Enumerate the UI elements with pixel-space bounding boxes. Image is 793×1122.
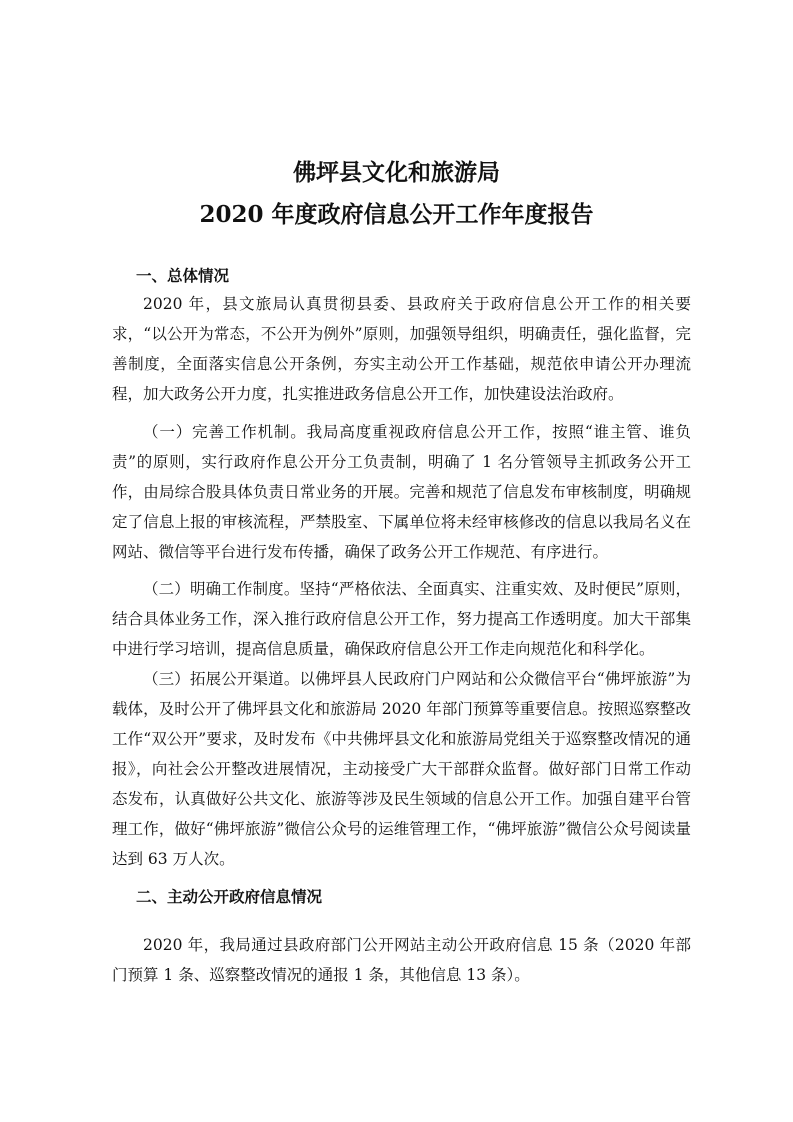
document-title: 佛坪县文化和旅游局 — [293, 159, 500, 186]
paragraph-active-disclosure: 2020 年，我局通过县政府部门公开网站主动公开政府信息 15 条（2020 年部门预算 1 条、巡察整改情况的通报 1 条，其他信息 13 条）。 — [112, 936, 691, 984]
document-subtitle: 2020 年度政府信息公开工作年度报告 — [199, 201, 594, 228]
paragraph-work-system: （二）明确工作制度。坚持“严格依法、全面真实、注重实效、及时便民”原则，结合具体业务工作，深入推行政府信息公开工作，努力提高工作透明度。加大干部集中进行学习培训，提高信息质量，确保政府信息公开工作走向规范化和科学化。 — [112, 580, 691, 658]
section-heading-overview: 一、总体情况 — [136, 266, 230, 285]
paragraph-public-channels: （三）拓展公开渠道。以佛坪县人民政府门户网站和公众微信平台“佛坪旅游”为载体，及时公开了佛坪县文化和旅游局 2020 年部门预算等重要信息。按照巡察整改工作“双公开”要求，及时发布《中共佛坪县文化和旅游局党组关于巡察整改情况的通报》，向社会公开整改进展情况，主动接受广大干部群众监督。做好部门日常工作动态发布，认真做好公共文化、旅游等涉及民生领域的信息公开工作。加强自建平台管理工作，做好“佛坪旅游”微信公众号的运维管理工作，“佛坪旅游”微信公众号阅读量达到 63 万人次。 — [112, 670, 691, 868]
section-heading-active-disclosure: 二、主动公开政府信息情况 — [136, 887, 323, 906]
paragraph-overview-intro: 2020 年，县文旅局认真贯彻县委、县政府关于政府信息公开工作的相关要求，“以公开为常态，不公开为例外”原则，加强领导组织，明确责任，强化监督，完善制度，全面落实信息公开条例，夯实主动公开工作基础，规范依申请公开办理流程，加大政务公开力度，扎实推进政务信息公开工作，加快建设法治政府。 — [112, 295, 691, 403]
paragraph-work-mechanism: （一）完善工作机制。我局高度重视政府信息公开工作，按照“谁主管、谁负责”的原则，实行政府作息公开分工负责制，明确了 1 名分管领导主抓政务公开工作，由局综合股具体负责日常业务的开展。完善和规范了信息发布审核制度，明确规定了信息上报的审核流程，严禁股室、下属单位将未经审核修改的信息以我局名义在网站、微信等平台进行发布传播，确保了政务公开工作规范、有序进行。 — [112, 423, 691, 561]
